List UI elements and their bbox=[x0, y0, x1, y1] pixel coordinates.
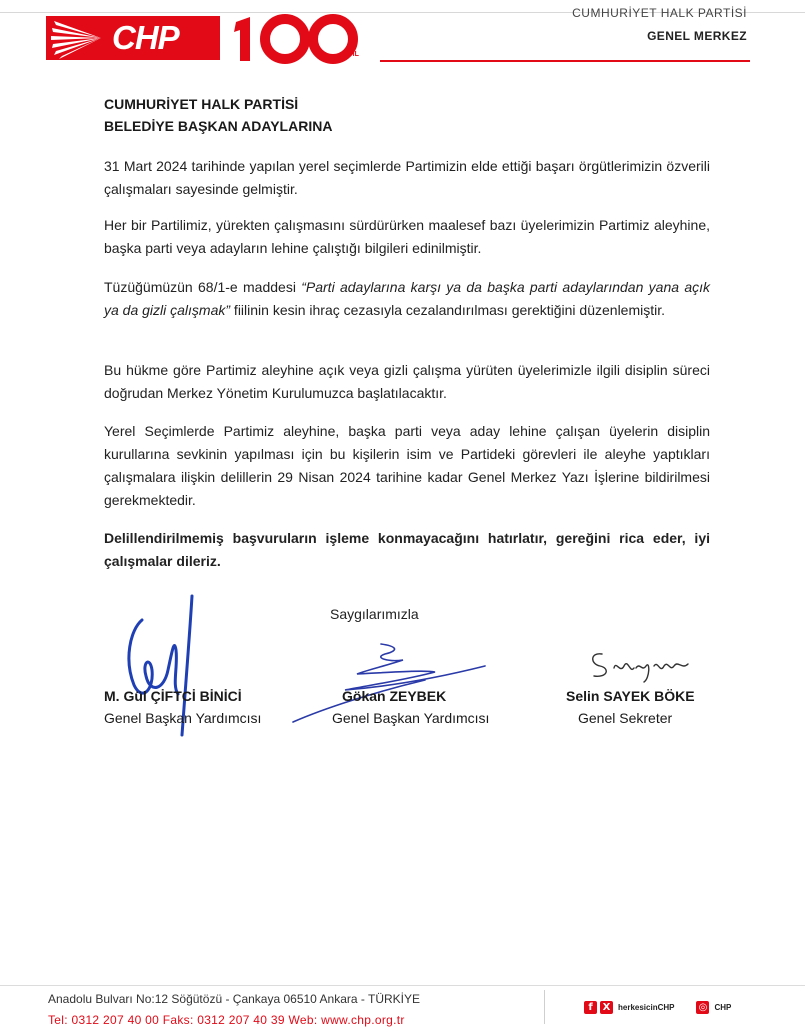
footer-separator bbox=[544, 990, 545, 1024]
addressee bbox=[104, 93, 332, 137]
footer-contact: Tel: 0312 207 40 00 Faks: 0312 207 40 39 Web: www.chp.org.tr bbox=[48, 1013, 405, 1027]
anniversary-suffix: YIL bbox=[348, 51, 359, 58]
six-arrows-icon bbox=[46, 16, 106, 60]
footer-social bbox=[584, 1001, 731, 1014]
social-handle: herkesicinCHP bbox=[618, 1003, 675, 1012]
logo-wordmark: CHP bbox=[112, 19, 179, 56]
anniversary-100-logo bbox=[230, 14, 362, 64]
org-unit: GENEL MERKEZ bbox=[647, 29, 747, 43]
addressee-line: BELEDİYE BAŞKAN ADAYLARINA bbox=[104, 118, 333, 134]
statute-quote: “Parti adaylarına karşı ya da başka parti adaylarından yana açık ya da gizli çalışmak” bbox=[104, 279, 711, 318]
org-name: CUMHURİYET HALK PARTİSİ bbox=[572, 6, 747, 20]
signatory-title: Genel Başkan Yardımcısı bbox=[332, 710, 490, 726]
paragraph-3-rest: fiilinin kesin ihraç cezasıyla cezalandırılması gerektiğini düzenlemiştir. bbox=[230, 302, 666, 318]
signatory-title: Genel Başkan Yardımcısı bbox=[104, 710, 262, 726]
paragraph-1: 31 Mart 2024 tarihinde yapılan yerel seçimlerde Partimizin elde ettiği başarı örgütlerimizin özverili çalışmaları sayesinde gelmiştir. bbox=[104, 158, 710, 197]
chp-logo bbox=[46, 16, 220, 60]
signatory-name: Selin SAYEK BÖKE bbox=[566, 688, 695, 704]
paragraph-2: Her bir Partilimiz, yürekten çalışmasını sürdürürken maalesef bazı üyelerimizin Partimiz aleyhine, başka parti veya adayların lehine çalıştığı bilgileri edinilmiştir. bbox=[104, 217, 710, 256]
signatory-name: M. Gül ÇİFTCİ BİNİCİ bbox=[104, 688, 242, 704]
signature-3-handwritten bbox=[584, 646, 704, 686]
facebook-icon: f bbox=[584, 1001, 597, 1014]
footer-address: Anadolu Bulvarı No:12 Söğütözü - Çankaya 06510 Ankara - TÜRKİYE bbox=[48, 992, 420, 1006]
signatory-3 bbox=[566, 685, 695, 729]
signatory-1 bbox=[104, 685, 261, 729]
paragraph-3-intro: Tüzüğümüzün 68/1-e maddesi bbox=[104, 279, 302, 295]
closing-salutation: Saygılarımızla bbox=[330, 606, 419, 622]
paragraph-4: Bu hükme göre Partimiz aleyhine açık veya gizli çalışma yürüten üyelerimizle ilgili disiplin süreci doğrudan Merkez Yönetim Kurulumuzca başlatılacaktır. bbox=[104, 362, 710, 401]
x-icon: X bbox=[600, 1001, 613, 1014]
paragraph-3 bbox=[104, 276, 710, 322]
header-divider bbox=[380, 60, 750, 62]
instagram-handle: CHP bbox=[714, 1003, 732, 1012]
paragraph-6: Delillendirilmemiş başvuruların işleme konmayacağını hatırlatır, gereğini rica eder, iyi çalışmalar dileriz. bbox=[104, 530, 710, 569]
signatory-title: Genel Sekreter bbox=[578, 710, 673, 726]
signatory-name: Gökan ZEYBEK bbox=[342, 688, 447, 704]
footer-divider bbox=[0, 985, 805, 986]
paragraph-5: Yerel Seçimlerde Partimiz aleyhine, başka parti veya aday lehine çalışan üyelerin disiplin kurullarına sevkinin yapılması için bu kişilerin isim ve Partideki görevleri ile aleyhe yaptıkları çalışmalara ilişkin delillerin 29 Nisan 2024 tarihine kadar Genel Merkez Yazı İşlerine bildirilmesi gerekmektedir. bbox=[104, 423, 710, 508]
addressee-line: CUMHURİYET HALK PARTİSİ bbox=[104, 96, 299, 112]
instagram-icon: ◎ bbox=[696, 1001, 709, 1014]
signatory-2 bbox=[332, 685, 489, 729]
